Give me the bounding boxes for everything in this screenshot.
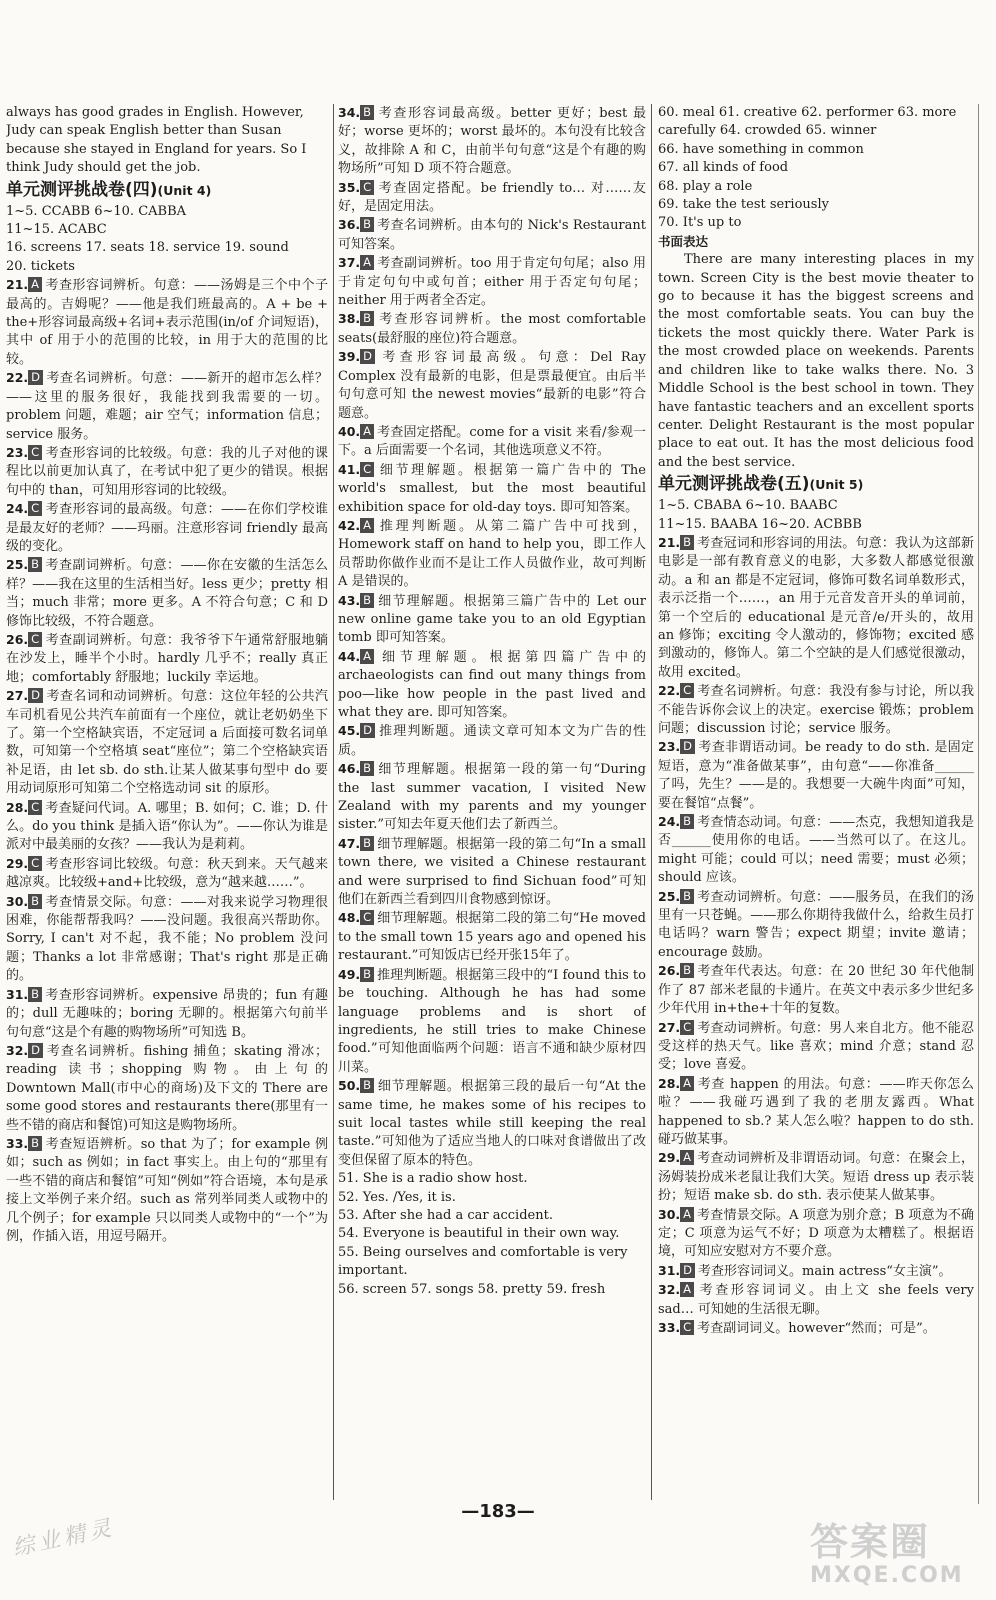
answer-entry	[338, 648, 646, 723]
answer-line: 60. meal 61. creative 62. performer 63. more carefully 64. crowded 65. winner	[658, 105, 957, 139]
question-number: 33.	[6, 1135, 29, 1151]
section-unit: (Unit 5)	[809, 477, 864, 493]
question-number: 37.	[338, 255, 361, 271]
answer-entry-body	[338, 966, 646, 1077]
answer-entry	[6, 1135, 328, 1246]
answer-key: A	[360, 518, 374, 533]
answer-entry-body	[338, 760, 646, 835]
explanation-text: 细节理解题。根据第一篇广告中的 The world's smallest, but the most beautiful exhibition space for old-day toys. 即可知答案。	[338, 462, 646, 515]
explanation-text: 考查形容词最高级。better 更好；best 最好；worse 更坏的；worst 最坏的。本句没有比较含义，故排除 A 和 C，由前半句句意“这是个有趣的购物场所”可知 D 项不符合题意。	[338, 106, 646, 177]
answer-line: 70. It's up to	[658, 215, 742, 231]
answer-key: B	[360, 967, 374, 982]
column-divider	[333, 104, 334, 1500]
answer-line: 68. play a role	[658, 178, 753, 194]
answer-entry	[338, 254, 646, 310]
answer-entry-body	[338, 254, 646, 310]
answer-entry	[338, 104, 646, 179]
explanation-text: 考查 happen 的用法。句意：——昨天你怎么啦？——我碰巧遇到了我的老朋友露西。What happened to sb.? 某人怎么啦？happen to do sth. 碰巧做某事。	[658, 1076, 974, 1147]
section-unit: (Unit 4)	[157, 182, 212, 198]
explanation-text: 考查动词辨析。句意：男人来自北方。他不能忍受这样的热天气。like 喜欢；mind 介意；stand 忍受；love 喜爱。	[658, 1020, 974, 1073]
answer-entry-body	[658, 813, 974, 888]
answer-line: 67. all kinds of food	[658, 160, 789, 176]
answer-entry	[658, 1206, 974, 1262]
answer-entry-body	[338, 310, 646, 348]
explanation-text: 考查形容词比较级。句意：秋天到来。天气越来越凉爽。比较级+and+比较级，意为“越来越……”。	[6, 856, 328, 891]
explanation-text: 考查形容词的比较级。句意：我的儿子对他的课程比以前更加认真了，在考试中犯了更少的错误。根据句中的 than，可知用形容词的比较级。	[6, 445, 328, 498]
answer-entry	[658, 1019, 974, 1075]
answer-line: 11~15. BAABA 16~20. ACBBB	[658, 516, 862, 532]
watermark-logo	[810, 1520, 990, 1596]
question-number: 29.	[658, 1150, 681, 1166]
answer-line: always has good grades in English. However, Judy can speak English better than Susan because she stayed in England for years. So I think Judy should get the job.	[6, 105, 307, 176]
section-title: 单元测评挑战卷(五)	[658, 474, 810, 495]
explanation-text: 推理判断题。通读文章可知本文为广告的性质。	[338, 724, 646, 758]
answer-key: D	[28, 1043, 43, 1058]
answer-key: C	[680, 683, 694, 698]
answer-key: B	[360, 836, 374, 851]
question-number: 30.	[658, 1206, 681, 1222]
answer-entry	[6, 444, 328, 500]
answer-entry-body	[658, 1319, 974, 1338]
answer-line: 52. Yes. /Yes, it is.	[338, 1189, 456, 1205]
answer-entry	[338, 461, 646, 517]
explanation-text: 考查情态动词。句意：——杰克，我想知道我是否______使用你的电话。——当然可以了。在这儿。might 可能；could 可以；need 需要；must 必须；should 应该。	[658, 815, 974, 886]
answer-entry	[658, 962, 974, 1018]
question-number: 21.	[658, 534, 681, 550]
question-number: 48.	[338, 910, 361, 926]
explanation-text: 考查名词辨析。句意：我没有参与讨论，所以我不能告诉你会议上的决定。exercise 锻炼；problem 问题；discussion 讨论；service 服务。	[658, 684, 974, 736]
watermark-url: MXQE.COM	[810, 1563, 964, 1588]
explanation-text: 考查名词和动词辨析。句意：这位年轻的公共汽车司机看见公共汽车前面有一个座位，就让老奶奶坐下了。第一个空格缺宾语，不定冠词 a 后面接可数名词单数，可知第一个空格填 seat“座位”；第二个空格缺宾语补足语，由 let sb. do sth.让某人做某事句型中 do 要用动词原形可知第二个空格选动词 sit 的原形。	[6, 689, 328, 797]
answer-line: 56. screen 57. songs 58. pretty 59. fresh	[338, 1281, 606, 1297]
answer-entry	[338, 592, 646, 648]
answer-entry-body	[338, 348, 646, 423]
explanation-text: 考查固定搭配。be friendly to… 对……友好，是固定用法。	[338, 180, 646, 215]
answer-entry-body	[658, 738, 974, 813]
answer-entry	[6, 893, 328, 986]
answer-key: D	[28, 688, 43, 703]
answer-line: 11~15. ACABC	[6, 222, 107, 238]
answer-key: C	[28, 501, 42, 516]
watermark-text: 答案圈	[810, 1520, 931, 1564]
explanation-text: 考查短语辨析。so that 为了；for example 例如；such as 例如；in fact 事实上。由上句的“那里有一些不错的商店和餐馆”可知“例如”符合语境，本句是承接上文举例子来介绍。such as 常列举同类人或物中的几个例子；for example 只以同类人或物中的“一个”为例，作插入语，用逗号隔开。	[6, 1136, 328, 1244]
answer-line: 55. Being ourselves and comfortable is very important.	[338, 1244, 628, 1279]
question-number: 38.	[338, 311, 361, 327]
answer-key: B	[28, 1136, 42, 1151]
question-number: 28.	[658, 1075, 681, 1091]
column-divider	[651, 104, 652, 1500]
question-number: 26.	[658, 963, 681, 979]
answer-entry	[6, 500, 328, 556]
explanation-text: 细节理解题。根据第一段的第二句“In a small town there, we visited a Chinese restaurant and were surprised to find Sichuan food”可知他们在新西兰看到四川食物感到惊讶。	[338, 836, 646, 908]
answer-entry-body	[6, 500, 328, 556]
answer-entry-body	[658, 534, 974, 682]
section-subheading: 书面表达	[658, 233, 709, 249]
answer-key: C	[28, 856, 42, 871]
answer-line: 1~5. CBABA 6~10. BAABC	[658, 498, 838, 514]
question-number: 21.	[6, 277, 29, 293]
answer-entry	[6, 631, 328, 687]
explanation-text: 推理判断题。从第二篇广告中可找到，Homework staff on hand to help you，即工作人员帮助你做作业而不是让工作人员做作业，故可判断 A 是错误的。	[338, 518, 646, 590]
answer-entry	[658, 1319, 974, 1338]
explanation-text: 细节理解题。根据第四篇广告中的 archaeologists can find out many things from poo—like how people in the past lived and what they are. 即可知答案。	[338, 649, 646, 720]
answer-entry	[6, 556, 328, 631]
answer-key: D	[680, 739, 695, 754]
explanation-text: 考查非谓语动词。be ready to do sth. 是固定短语，意为“准备做某事”，由句意“——你准备______了吗，先生？——是的。我想要一大碗牛肉面”可知，要在餐馆“点餐”。	[658, 740, 974, 811]
explanation-text: 考查动词辨析及非谓语动词。句意：在聚会上，汤姆装扮成米老鼠让我们大笑。短语 dress up 表示装扮；短语 make sb. do sth. 表示使某人做某事。	[658, 1151, 974, 1204]
question-number: 23.	[658, 739, 681, 755]
answer-entry-body	[6, 631, 328, 687]
answer-entry	[6, 687, 328, 798]
answer-key: B	[360, 761, 374, 776]
answer-key: D	[360, 723, 375, 738]
answer-key: A	[360, 255, 374, 270]
question-number: 47.	[338, 835, 361, 851]
answer-entry	[658, 1075, 974, 1150]
question-number: 32.	[658, 1282, 681, 1298]
explanation-text: 考查动词辨析。句意：——服务员，在我们的汤里有一只苍蝇。——那么你期待我做什么，给救生员打电话吗？warn 警告；expect 期望；invite 邀请；encourage 鼓励。	[658, 889, 974, 960]
answer-entry-body	[6, 444, 328, 500]
answer-entry-body	[6, 687, 328, 798]
question-number: 23.	[6, 444, 29, 460]
question-number: 28.	[6, 799, 29, 815]
answer-entry-body	[658, 1262, 974, 1281]
answer-key: D	[28, 370, 43, 385]
explanation-text: 考查情景交际。A 项意为别介意；B 项意为不确定；C 项意为运气不好；D 项意为太糟糕了。根据语境，可知应安慰对方不要介意。	[658, 1207, 974, 1260]
explanation-text: 考查形容词最高级。句意：Del Ray Complex 没有最新的电影，但是票最便宜。由后半句句意可知 the newest movies“最新的电影”符合题意。	[338, 350, 646, 421]
answer-entry	[658, 534, 974, 682]
question-number: 45.	[338, 723, 361, 739]
explanation-text: 考查疑问代词。A. 哪里；B. 如何；C. 谁；D. 什么。do you think 是插入语“你认为”。——你认为谁是派对中最美丽的女孩？——我认为是莉莉。	[6, 800, 328, 853]
publisher-stamp: 综业精灵	[10, 1515, 118, 1562]
question-number: 22.	[658, 683, 681, 699]
explanation-text: 考查副词词义。however“然而；可是”。	[697, 1321, 936, 1336]
answer-key: C	[680, 1320, 694, 1335]
answer-key: D	[680, 1263, 695, 1278]
answer-entry	[338, 310, 646, 348]
answer-line: 51. She is a radio show host.	[338, 1171, 528, 1187]
answer-key: B	[680, 814, 694, 829]
question-number: 50.	[338, 1078, 361, 1094]
answer-key: B	[28, 987, 42, 1002]
answer-entry	[6, 799, 328, 855]
question-number: 29.	[6, 855, 29, 871]
question-number: 27.	[658, 1019, 681, 1035]
essay-paragraph: There are many interesting places in my town. Screen City is the best movie theater to go to because it has the biggest screens and the most comfortable seats. You can buy the tickets the most quickly there. Water Park is the most crowded place on weekends. Parents and children like to take walks there. No. 3 Middle School is the best school in town. They have fantastic teachers and an excellent sports center. Delight Restaurant is the most popular place to eat out. It has the most delicious food and the best service.	[658, 252, 974, 470]
explanation-text: 考查形容词词义。main actress“女主演”。	[698, 1263, 952, 1279]
answer-entry	[338, 216, 646, 254]
explanation-text: 考查冠词和形容词的用法。句意：我认为这部新电影是一部有教育意义的电影，大多数人都感觉很激动。a 和 an 都是不定冠词，修饰可数名词单数形式，表示泛指一个……，an 用于元音发音开头的单词前，第一个空后的 educational 是元音/e/开头的，故用 an 修饰；exciting 令人激动的，修饰物；excited 感到激动的，修饰人。第二个空缺的是人们感觉很激动，故用 excited。	[658, 535, 974, 680]
answer-line: 16. screens 17. seats 18. service 19. sound	[6, 240, 289, 256]
answer-entry	[338, 179, 646, 217]
explanation-text: 细节理解题。根据第三篇广告中的 Let our new online game take you to an old Egyptian tomb 即可知答案。	[338, 593, 646, 646]
answer-entry	[658, 813, 974, 888]
section-heading	[658, 472, 974, 497]
answer-entry-body	[6, 1042, 328, 1135]
answer-entry	[338, 517, 646, 592]
explanation-text: 推理判断题。根据第三段中的“I found this to be touching. Although he has had some language problems and is short of ingredients, he still tries to make Chinese food.”可知他面临两个问题：语言不通和缺少原材四川菜。	[338, 967, 646, 1075]
answer-entry	[338, 1077, 646, 1170]
answer-entry	[338, 966, 646, 1077]
answer-entry	[338, 348, 646, 423]
answer-key: C	[28, 632, 42, 647]
answer-entry	[658, 1149, 974, 1205]
answer-key: B	[28, 894, 42, 909]
answer-entry	[338, 760, 646, 835]
answer-key: D	[360, 349, 375, 364]
answer-entry-body	[6, 986, 328, 1042]
answer-entry-body	[6, 369, 328, 444]
answer-entry	[658, 1262, 974, 1281]
answer-key: C	[680, 1020, 694, 1035]
answer-entry-body	[658, 888, 974, 963]
question-number: 31.	[6, 986, 29, 1002]
question-number: 42.	[338, 517, 361, 533]
answer-entry-body	[338, 179, 646, 217]
answer-key: A	[360, 649, 374, 664]
answer-entry-body	[6, 1135, 328, 1246]
answer-entry-body	[338, 104, 646, 179]
explanation-text: 细节理解题。根据第二段的第二句“He moved to the small town 15 years ago and opened his restaurant.”可知饭店已经开张15年了。	[338, 911, 646, 964]
answer-column-1	[6, 104, 328, 1504]
answer-key: C	[28, 445, 42, 460]
explanation-text: 考查形容词辨析。句意：——汤姆是三个中个子最高的。吉姆呢？——他是我们班最高的。A + be + the+形容词最高级+名词+表示范围(in/of 介词短语)，其中 of 用于小的范围的比较，in 用于大的范围的比较。	[6, 278, 328, 367]
question-number: 35.	[338, 179, 361, 195]
answer-entry-body	[658, 682, 974, 738]
question-number: 41.	[338, 461, 361, 477]
question-number: 30.	[6, 893, 29, 909]
explanation-text: 考查副词辨析。句意：——你在安徽的生活怎么样？——我在这里的生活相当好。less 更少；pretty 相当；much 非常；more 更多。A 不符合句意；C 和 D 修饰比较级，不符合题意。	[6, 558, 328, 629]
answer-column-2	[338, 104, 646, 1504]
answer-entry-body	[338, 423, 646, 461]
answer-key: C	[360, 180, 374, 195]
explanation-text: 考查名词辨析。fishing 捕鱼；skating 滑冰；reading 读书；shopping 购物。由上句的 Downtown Mall(市中心的商场)及下文的 There are some good stores and restaurants there(那里有一些不错的商店和餐馆)可知这是购物场所。	[6, 1043, 328, 1133]
answer-key: B	[680, 889, 694, 904]
answer-entry-body	[658, 1075, 974, 1150]
answer-entry	[338, 722, 646, 760]
answer-entry	[6, 276, 328, 369]
explanation-text: 考查固定搭配。come for a visit 来看/参观一下。a 后面需要一个名词，其他选项意义不符。	[338, 424, 646, 459]
answer-entry	[6, 369, 328, 444]
answer-entry-body	[6, 799, 328, 855]
answer-entry	[338, 909, 646, 965]
explanation-text: 考查情景交际。句意：——对我来说学习物理很困难，你能帮帮我吗？——没问题。我很高兴帮助你。Sorry, I can't 对不起，我不能；No problem 没问题；Thanks a lot 非常感谢；That's right 那是正确的。	[6, 894, 328, 984]
answer-key: B	[28, 557, 42, 572]
answer-key: B	[360, 593, 374, 608]
answer-entry-body	[338, 517, 646, 592]
page-edge-strip	[978, 104, 996, 1504]
answer-line: 20. tickets	[6, 258, 75, 274]
answer-entry-body	[658, 962, 974, 1018]
answer-entry-body	[658, 1206, 974, 1262]
answer-entry	[658, 738, 974, 813]
answer-entry	[658, 1281, 974, 1319]
answer-key: B	[360, 105, 374, 120]
answer-key: C	[360, 910, 374, 925]
question-number: 43.	[338, 592, 361, 608]
answer-entry-body	[6, 893, 328, 986]
answer-entry-body	[658, 1149, 974, 1205]
answer-key: A	[360, 424, 374, 439]
explanation-text: 考查副词辨析。too 用于肯定句句尾；also 用于肯定句句中或句首；either 用于否定句句尾；neither 用于两者全否定。	[338, 256, 646, 309]
answer-entry	[6, 855, 328, 893]
question-number: 24.	[6, 501, 29, 517]
answer-key: A	[680, 1207, 694, 1222]
answer-entry-body	[338, 1077, 646, 1170]
answer-column-3	[658, 104, 974, 1504]
question-number: 27.	[6, 688, 29, 704]
answer-key: A	[680, 1150, 694, 1165]
question-number: 32.	[6, 1042, 29, 1058]
explanation-text: 考查名词辨析。句意：——新开的超市怎么样？——这里的服务很好，我能找到我需要的一切。problem 问题，难题；air 空气；information 信息；service 服务。	[6, 371, 328, 442]
answer-entry-body	[338, 722, 646, 760]
answer-key: B	[360, 1078, 374, 1093]
answer-entry-body	[338, 592, 646, 648]
question-number: 24.	[658, 814, 681, 830]
explanation-text: 考查形容词辨析。expensive 昂贵的；fun 有趣的；dull 无趣味的；boring 无聊的。根据第六句前半句句意“这是个有趣的购物场所”可知选 B。	[6, 987, 328, 1040]
answer-entry-body	[338, 835, 646, 910]
answer-line: 53. After she had a car accident.	[338, 1207, 553, 1223]
answer-key: C	[28, 800, 42, 815]
explanation-text: 细节理解题。根据第三段的最后一句“At the same time, he makes some of his recipes to suit local tastes while still keeping the real taste.”可知他为了适应当地人的口味对食谱做出了改变但保留了原本的特色。	[338, 1079, 646, 1168]
question-number: 25.	[658, 888, 681, 904]
answer-entry	[6, 1042, 328, 1135]
answer-entry	[338, 423, 646, 461]
question-number: 39.	[338, 349, 361, 365]
answer-entry-body	[338, 648, 646, 723]
question-number: 26.	[6, 631, 29, 647]
question-number: 36.	[338, 217, 361, 233]
answer-entry-body	[6, 276, 328, 369]
answer-key: C	[360, 462, 374, 477]
answer-line: 69. take the test seriously	[658, 197, 829, 213]
answer-key: A	[680, 1282, 694, 1297]
page-number: —183—	[461, 1501, 535, 1522]
answer-key: B	[680, 535, 694, 550]
explanation-text: 考查名词辨析。由本句的 Nick's Restaurant 可知答案。	[338, 218, 646, 252]
answer-entry-body	[6, 855, 328, 893]
section-title: 单元测评挑战卷(四)	[6, 179, 158, 200]
explanation-text: 考查形容词辨析。the most comfortable seats(最舒服的座位)符合题意。	[338, 312, 646, 346]
question-number: 33.	[658, 1320, 681, 1335]
explanation-text: 细节理解题。根据第一段的第一句“During the last summer vacation, I visited New Zealand with my parents and my younger sister.”可知去年夏天他们去了新西兰。	[338, 762, 646, 833]
answer-entry-body	[338, 216, 646, 254]
answer-key: B	[360, 311, 374, 326]
question-number: 49.	[338, 966, 361, 982]
question-number: 44.	[338, 648, 361, 664]
explanation-text: 考查年代表达。句意：在 20 世纪 30 年代他制作了 87 部米老鼠的卡通片。在英文中表示多少世纪多少年代用 in+the+十年的复数。	[658, 964, 974, 1017]
answer-entry	[658, 682, 974, 738]
answer-line: 1~5. CCABB 6~10. CABBA	[6, 203, 187, 219]
answer-key: B	[680, 963, 694, 978]
answer-entry-body	[6, 556, 328, 631]
explanation-text: 考查副词辨析。句意：我爷爷下午通常舒服地躺在沙发上，睡半个小时。hardly 几乎不；really 真正地；comfortably 舒服地；luckily 幸运地。	[6, 632, 328, 685]
answer-entry	[6, 986, 328, 1042]
explanation-text: 考查形容词的最高级。句意：——在你们学校谁是最友好的老师？——玛丽。注意形容词 friendly 最高级的变化。	[6, 502, 328, 554]
answer-line: 54. Everyone is beautiful in their own way.	[338, 1226, 620, 1242]
question-number: 31.	[658, 1262, 681, 1278]
answer-entry-body	[658, 1019, 974, 1075]
answer-key: A	[28, 277, 42, 292]
answer-key: A	[680, 1076, 694, 1091]
question-number: 40.	[338, 423, 361, 439]
answer-entry	[658, 888, 974, 963]
answer-entry-body	[658, 1281, 974, 1319]
answer-key: B	[360, 217, 374, 232]
answer-entry-body	[338, 909, 646, 965]
answer-entry	[338, 835, 646, 910]
question-number: 46.	[338, 761, 361, 777]
explanation-text: 考查形容词词义。由上文 she feels very sad… 可知她的生活很无聊。	[658, 1283, 974, 1317]
question-number: 22.	[6, 370, 29, 386]
answer-line: 66. have something in common	[658, 141, 864, 157]
answer-entry-body	[338, 461, 646, 517]
question-number: 34.	[338, 105, 361, 120]
section-heading	[6, 178, 328, 203]
question-number: 25.	[6, 557, 29, 573]
